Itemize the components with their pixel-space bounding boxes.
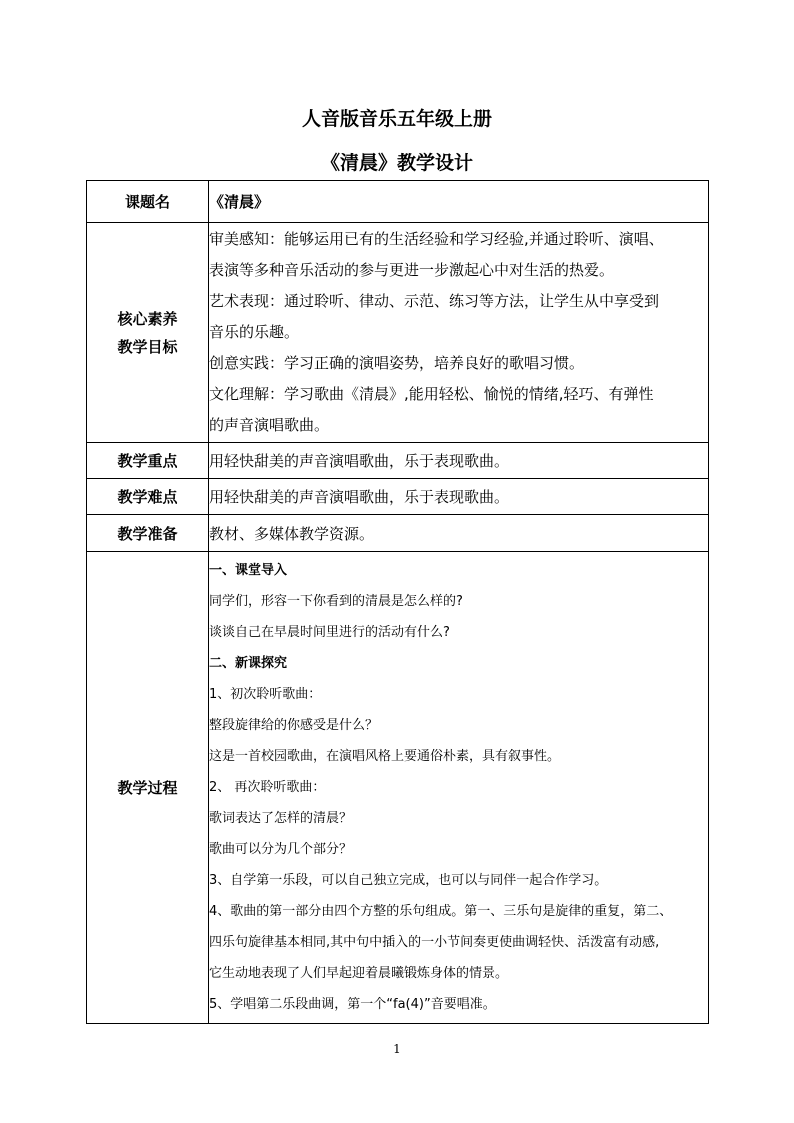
table-row-topic — [87, 181, 709, 223]
process-line: 谈谈自己在早晨时间里进行的活动有什么? — [209, 625, 450, 640]
goals-label-line1: 核心素养 — [117, 309, 178, 328]
topic-value: 《清晨》 — [209, 181, 709, 223]
goals-line: 音乐的乐趣。 — [209, 323, 300, 341]
page-number: 1 — [393, 1042, 401, 1056]
goals-line: 审美感知：能够运用已有的生活经验和学习经验,并通过聆听、演唱、 — [209, 230, 664, 248]
topic-label: 课题名 — [87, 181, 209, 223]
document-title: 人音版音乐五年级上册 — [301, 108, 492, 130]
lesson-plan-table — [86, 180, 709, 1024]
goals-line: 创意实践：学习正确的演唱姿势，培养良好的歌唱习惯。 — [209, 354, 585, 372]
key-points-label: 教学重点 — [87, 443, 209, 479]
goals-line: 文化理解：学习歌曲《清晨》,能用轻松、愉悦的情绪,轻巧、有弹性 — [209, 385, 654, 403]
preparation-value: 教材、多媒体教学资源。 — [209, 515, 709, 552]
goals-label-line2: 教学目标 — [117, 337, 178, 356]
process-heading: 二、新课探究 — [209, 656, 288, 671]
process-line: 它生动地表现了人们早起迎着晨曦锻炼身体的情景。 — [209, 966, 509, 981]
document-subtitle: 《清晨》教学设计 — [320, 152, 473, 174]
process-heading: 一、课堂导入 — [209, 563, 288, 578]
table-row-preparation — [87, 515, 709, 552]
table-row-difficulties — [87, 479, 709, 515]
process-line: 整段旋律给的你感受是什么？ — [209, 718, 379, 733]
process-content — [209, 552, 709, 1024]
difficulties-value: 用轻快甜美的声音演唱歌曲，乐于表现歌曲。 — [209, 479, 709, 515]
goals-content — [209, 223, 709, 443]
goals-line: 表演等多种音乐活动的参与更进一步激起心中对生活的热爱。 — [209, 261, 615, 279]
process-line: 这是一首校园歌曲，在演唱风格上要通俗朴素，具有叙事性。 — [209, 749, 561, 764]
difficulties-label: 教学难点 — [87, 479, 209, 515]
process-line: 歌词表达了怎样的清晨？ — [209, 811, 353, 826]
process-line: 2、 再次聆听歌曲： — [209, 780, 326, 795]
preparation-label: 教学准备 — [87, 515, 209, 552]
process-line: 1、初次聆听歌曲： — [209, 687, 322, 702]
key-points-value: 用轻快甜美的声音演唱歌曲，乐于表现歌曲。 — [209, 443, 709, 479]
table-row-goals — [87, 223, 709, 443]
goals-line: 的声音演唱歌曲。 — [209, 416, 330, 434]
process-label: 教学过程 — [87, 552, 209, 1024]
goals-line: 艺术表现：通过聆听、律动、示范、练习等方法，让学生从中享受到 — [209, 292, 660, 310]
process-line: 4、歌曲的第一部分由四个方整的乐句组成。第一、三乐句是旋律的重复，第二、 — [209, 904, 673, 919]
table-row-process — [87, 552, 709, 1024]
process-line: 5、学唱第二乐段曲调，第一个“fa(4)”音要唱准。 — [209, 997, 496, 1012]
process-line: 歌曲可以分为几个部分？ — [209, 842, 353, 857]
process-line: 同学们，形容一下你看到的清晨是怎么样的? — [209, 594, 463, 609]
process-line: 四乐句旋律基本相同,其中句中插入的一小节间奏更使曲调轻快、活泼富有动感, — [209, 935, 660, 950]
process-line: 3、自学第一乐段，可以自己独立完成，也可以与同伴一起合作学习。 — [209, 873, 608, 888]
goals-label — [87, 223, 209, 443]
table-row-key-points — [87, 443, 709, 479]
